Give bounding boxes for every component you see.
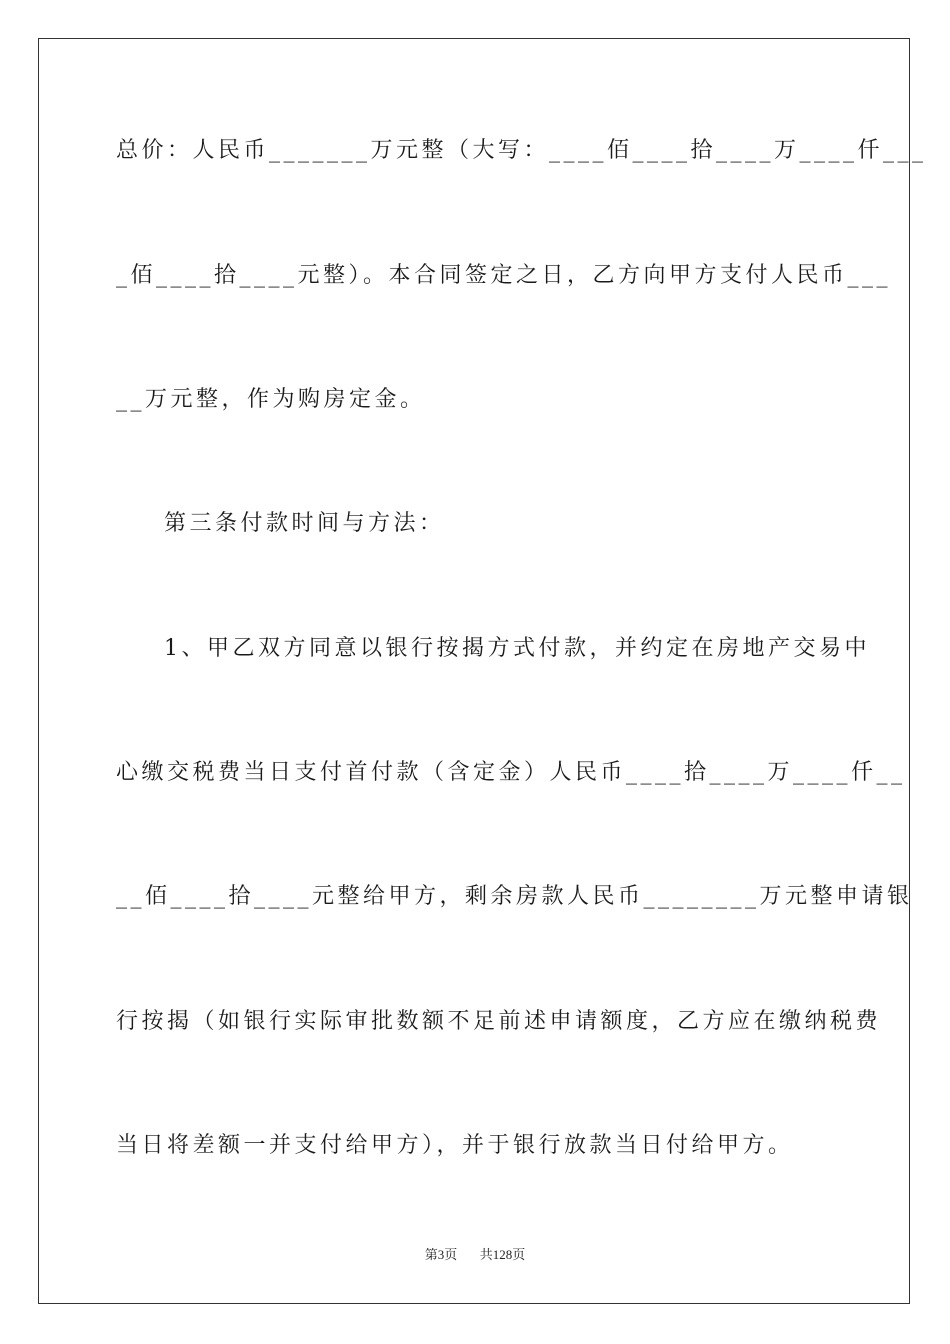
paragraph-line: 心缴交税费当日支付首付款（含定金）人民币____拾____万____仟__ [116, 760, 906, 785]
paragraph-line: __万元整，作为购房定金。 [116, 387, 426, 412]
paragraph-line: __佰____拾____元整给甲方，剩余房款人民币________万元整申请银 [116, 884, 913, 909]
page-total: 共128页 [479, 1247, 526, 1262]
page-border [38, 38, 927, 1304]
page-footer [0, 1246, 950, 1264]
paragraph-line: 总价：人民币_______万元整（大写：____佰____拾____万____仟___ [116, 138, 927, 163]
paragraph-line: 1、甲乙双方同意以银行按揭方式付款，并约定在房地产交易中 [164, 636, 870, 661]
paragraph-line: 当日将差额一并支付给甲方），并于银行放款当日付给甲方。 [116, 1133, 794, 1158]
paragraph-line: 行按揭（如银行实际审批数额不足前述申请额度，乙方应在缴纳税费 [116, 1009, 882, 1034]
page-number: 第3页 [424, 1247, 458, 1262]
paragraph-line: _佰____拾____元整）。本合同签定之日，乙方向甲方支付人民币___ [116, 263, 892, 288]
section-heading: 第三条付款时间与方法： [164, 511, 445, 536]
